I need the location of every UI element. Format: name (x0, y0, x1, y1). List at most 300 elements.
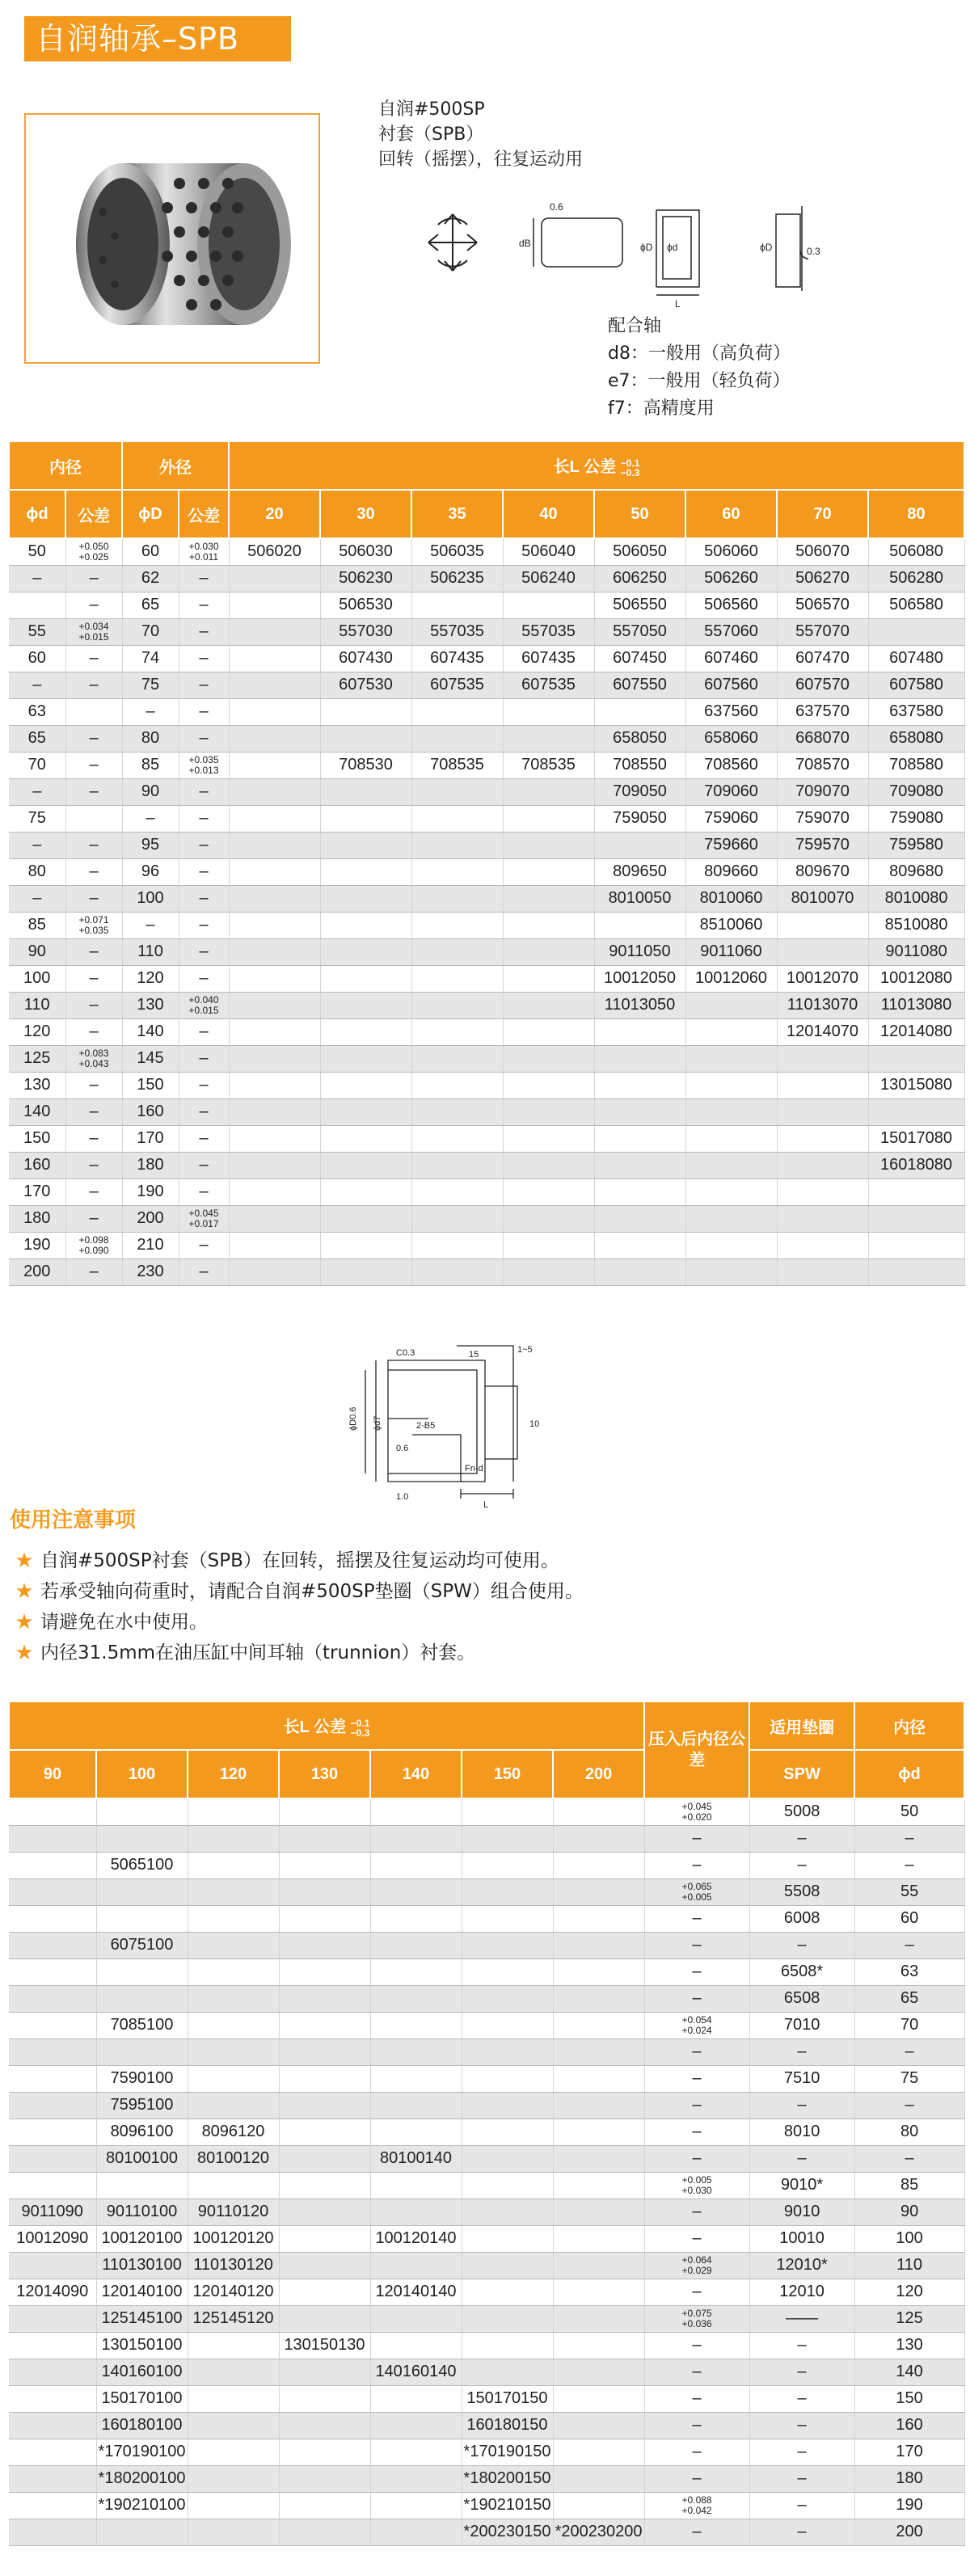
part-number-cell: 506550 (594, 592, 685, 618)
part-number-cell (503, 1258, 594, 1285)
part-number-cell (553, 2172, 644, 2199)
part-number-cell: 100120100 (96, 2225, 188, 2252)
part-number-cell: 607580 (868, 672, 964, 698)
header2-length-140: 140 (370, 1750, 462, 1798)
part-number-cell (370, 1905, 462, 1932)
press-fit-tolerance-cell: – (644, 2412, 749, 2439)
part-number-cell (188, 1852, 279, 1878)
part-number-cell (462, 2172, 553, 2199)
header-length (229, 441, 964, 490)
tolerance-value: +0.030 (188, 540, 219, 552)
dimension-cell: – (65, 592, 122, 618)
tolerance-value: +0.045 (188, 1207, 219, 1219)
part-number-cell: 637580 (868, 698, 964, 725)
part-number-cell (188, 2065, 279, 2092)
table-row (9, 1072, 964, 1098)
part-number-cell: 708550 (594, 752, 685, 778)
part-number-cell: 10012090 (9, 2225, 96, 2252)
part-number-cell (279, 1798, 370, 1825)
inner-diameter-cell: 80 (854, 2119, 964, 2145)
part-number-cell (685, 1045, 777, 1072)
part-number-cell (553, 2359, 644, 2385)
press-fit-tolerance-cell (644, 2172, 749, 2199)
part-number-cell (279, 1932, 370, 1958)
dimension-cell: – (179, 805, 229, 832)
part-number-cell: 10012080 (868, 965, 964, 992)
part-number-cell: 708570 (777, 752, 868, 778)
part-number-cell (868, 1045, 964, 1072)
part-number-cell (188, 2412, 279, 2439)
washer-cell: 7010 (749, 2012, 854, 2038)
part-number-cell (9, 1878, 96, 1905)
header-outer-diameter: 外径 (122, 441, 229, 490)
part-number-cell (370, 2439, 462, 2465)
washer-cell: – (749, 1932, 854, 1958)
part-number-cell (462, 2119, 553, 2145)
part-number-cell (279, 1958, 370, 1985)
part-number-cell: *180200100 (96, 2465, 188, 2492)
part-number-cell (503, 938, 594, 965)
part-number-cell (370, 1878, 462, 1905)
part-number-cell (462, 2225, 553, 2252)
table-row (9, 725, 964, 752)
part-number-cell: 506235 (411, 565, 503, 592)
part-number-cell (594, 1098, 685, 1125)
tolerance-value: +0.035 (78, 924, 109, 936)
part-number-cell (320, 725, 411, 752)
dimension-cell: 190 (122, 1178, 179, 1205)
dimension-cell: 65 (9, 725, 65, 752)
dimension-cell (179, 538, 229, 565)
part-number-cell (553, 2279, 644, 2305)
part-number-cell: 8096120 (188, 2119, 279, 2145)
part-number-cell: 12014080 (868, 1018, 964, 1045)
part-number-cell (594, 1232, 685, 1258)
header-inner-diameter: 内径 (9, 441, 122, 490)
dimension-cell: 75 (9, 805, 65, 832)
part-number-cell (553, 2492, 644, 2519)
part-number-cell (462, 2359, 553, 2385)
part-number-cell (370, 2092, 462, 2119)
part-number-cell (9, 1985, 96, 2012)
part-number-cell (553, 2119, 644, 2145)
table-row (9, 2385, 964, 2412)
part-number-cell: 8510080 (868, 912, 964, 938)
part-number-cell: 9011050 (594, 938, 685, 965)
dimension-cell: – (179, 885, 229, 912)
part-number-cell (370, 2252, 462, 2279)
product-info (378, 97, 583, 172)
part-number-cell (9, 2492, 96, 2519)
dimension-cell: – (179, 832, 229, 858)
part-number-cell (411, 1098, 503, 1125)
dim-label-chamfer: 0.6 (550, 201, 563, 213)
part-number-cell (553, 1878, 644, 1905)
washer-cell: – (749, 2092, 854, 2119)
table-row (9, 1958, 964, 1985)
part-number-cell (188, 2332, 279, 2359)
sec-label-10-bottom: 1.0 (396, 1492, 409, 1502)
table-row (9, 1178, 964, 1205)
table-row (9, 992, 964, 1018)
part-number-cell (777, 1045, 868, 1072)
part-number-cell (279, 2465, 370, 2492)
dimension-cell: 110 (9, 992, 65, 1018)
part-number-cell (462, 2332, 553, 2359)
part-number-cell: 759050 (594, 805, 685, 832)
dimension-cell: 130 (9, 1072, 65, 1098)
press-fit-tolerance-cell (644, 2305, 749, 2332)
dimension-cell: – (65, 858, 122, 885)
header-length-70: 70 (777, 490, 868, 538)
dimension-cell: – (9, 832, 65, 858)
header2-length-200: 200 (553, 1750, 644, 1798)
tolerance-value: +0.025 (78, 550, 109, 563)
part-number-cell (503, 698, 594, 725)
part-number-cell (370, 2385, 462, 2412)
header2-length-90: 90 (9, 1750, 96, 1798)
sec-label-length: L (483, 1500, 489, 1510)
part-number-cell (370, 1798, 462, 1825)
part-number-cell (553, 2332, 644, 2359)
part-number-cell (411, 1258, 503, 1285)
part-number-cell: 759580 (868, 832, 964, 858)
dimension-cell: 90 (9, 938, 65, 965)
header2-press-fit: 压入后内径公差 (644, 1701, 749, 1798)
part-number-cell: 506020 (229, 538, 320, 565)
press-fit-tolerance-cell: – (644, 1852, 749, 1878)
tolerance-value: +0.017 (188, 1217, 219, 1229)
dimension-cell: 100 (9, 965, 65, 992)
dimension-cell (65, 538, 122, 565)
part-number-cell (411, 912, 503, 938)
part-number-cell (9, 2119, 96, 2145)
washer-cell: – (749, 2412, 854, 2439)
part-number-cell: 10012060 (685, 965, 777, 992)
dimension-cell: 55 (9, 618, 65, 645)
part-number-cell (503, 1018, 594, 1045)
press-fit-tolerance-cell: – (644, 2065, 749, 2092)
part-number-cell (279, 2172, 370, 2199)
sec-label-06: 0.6 (396, 1444, 409, 1453)
part-number-cell (370, 2199, 462, 2225)
part-number-cell (503, 912, 594, 938)
part-number-cell (320, 912, 411, 938)
dimension-cell: – (179, 1232, 229, 1258)
table-row (9, 2465, 964, 2492)
inner-diameter-cell: 125 (854, 2305, 964, 2332)
part-number-cell: 8010060 (685, 885, 777, 912)
part-number-cell: 506230 (320, 565, 411, 592)
dimension-cell: 80 (9, 858, 65, 885)
part-number-cell (279, 1825, 370, 1852)
part-number-cell (503, 778, 594, 805)
part-number-cell (503, 1152, 594, 1178)
part-number-cell (96, 1878, 188, 1905)
washer-cell: 8010 (749, 2119, 854, 2145)
dimension-cell: – (9, 885, 65, 912)
part-number-cell (553, 1932, 644, 1958)
part-number-cell (594, 1045, 685, 1072)
part-number-cell (685, 1152, 777, 1178)
part-number-cell (462, 1905, 553, 1932)
part-number-cell (229, 992, 320, 1018)
dimension-cell: 145 (122, 1045, 179, 1072)
part-number-cell (411, 1152, 503, 1178)
tolerance-value: +0.015 (78, 630, 109, 643)
part-number-cell: 668070 (777, 725, 868, 752)
part-number-cell (188, 2012, 279, 2038)
table-row (9, 752, 964, 778)
header2-length (9, 1701, 644, 1750)
part-number-cell (462, 1798, 553, 1825)
part-number-cell: 708560 (685, 752, 777, 778)
part-number-cell: 110130120 (188, 2252, 279, 2279)
part-number-cell (279, 2305, 370, 2332)
notes-title: 使用注意事项 (10, 1508, 137, 1533)
tolerance-value: +0.071 (78, 913, 109, 925)
part-number-cell (96, 1958, 188, 1985)
table-row (9, 1905, 964, 1932)
dimension-cell: – (65, 778, 122, 805)
part-number-cell (370, 2305, 462, 2332)
sec-label-fn: Fn-d (465, 1464, 483, 1474)
press-fit-tolerance-cell: – (644, 1905, 749, 1932)
part-number-cell: 100120120 (188, 2225, 279, 2252)
part-number-cell: 759660 (685, 832, 777, 858)
part-number-cell: 8010080 (868, 885, 964, 912)
dimension-cell: – (9, 672, 65, 698)
part-number-cell (9, 2252, 96, 2279)
dimension-cell: – (65, 1205, 122, 1232)
part-number-cell: 606250 (594, 565, 685, 592)
dimension-cell: – (179, 1098, 229, 1125)
dimension-cell: 120 (9, 1018, 65, 1045)
header-length-label: 长L 公差 (553, 458, 617, 477)
press-fit-tolerance-cell: – (644, 1932, 749, 1958)
part-number-cell (9, 2439, 96, 2465)
part-number-cell (370, 2465, 462, 2492)
part-number-cell (462, 2012, 553, 2038)
dimension-cell: – (65, 992, 122, 1018)
part-number-cell (462, 1825, 553, 1852)
note-text: 若承受轴向荷重时，请配合自润#500SP垫圈（SPW）组合使用。 (40, 1581, 584, 1602)
part-number-cell (462, 2305, 553, 2332)
tolerance-value: +0.034 (78, 620, 109, 632)
dimension-cell: 125 (9, 1045, 65, 1072)
part-number-cell: 759070 (777, 805, 868, 832)
press-fit-tolerance-cell: – (644, 2332, 749, 2359)
header2-length-130: 130 (279, 1750, 370, 1798)
part-number-cell (594, 1018, 685, 1045)
table-row (9, 912, 964, 938)
dimension-cell: – (179, 1072, 229, 1098)
washer-cell: – (749, 1825, 854, 1852)
dimension-cell: 70 (122, 618, 179, 645)
star-icon: ★ (15, 1549, 34, 1573)
part-number-cell (411, 1178, 503, 1205)
part-number-cell (9, 2332, 96, 2359)
part-number-cell (553, 2412, 644, 2439)
dimension-cell (179, 752, 229, 778)
header2-inner: 内径 (854, 1701, 964, 1750)
part-number-cell (320, 1152, 411, 1178)
header-length-50: 50 (594, 490, 685, 538)
part-number-cell (553, 2439, 644, 2465)
part-number-cell (229, 1098, 320, 1125)
part-number-cell (229, 1152, 320, 1178)
dimension-cell: – (179, 645, 229, 672)
part-number-cell (229, 832, 320, 858)
dimension-cell: 200 (9, 1258, 65, 1285)
header-length-40: 40 (503, 490, 594, 538)
part-number-cell (411, 885, 503, 912)
part-number-cell (96, 1905, 188, 1932)
part-number-cell (370, 2519, 462, 2545)
part-number-cell (320, 1045, 411, 1072)
part-number-cell (685, 1178, 777, 1205)
part-number-cell (503, 858, 594, 885)
inner-diameter-cell: 140 (854, 2359, 964, 2385)
part-number-cell: 8010050 (594, 885, 685, 912)
table-row (9, 1018, 964, 1045)
dimension-cell: – (179, 912, 229, 938)
header-phi-D: ϕD (122, 490, 179, 538)
part-number-cell (229, 1045, 320, 1072)
part-number-cell: 80100100 (96, 2145, 188, 2172)
part-number-cell: 607530 (320, 672, 411, 698)
part-number-cell: 709050 (594, 778, 685, 805)
header2-spw: SPW (749, 1750, 854, 1798)
washer-cell: 7510 (749, 2065, 854, 2092)
part-number-cell (594, 832, 685, 858)
part-number-cell (320, 1125, 411, 1152)
part-number-cell (279, 1985, 370, 2012)
part-number-cell (9, 2065, 96, 2092)
part-number-cell (229, 1205, 320, 1232)
inner-diameter-cell: 100 (854, 2225, 964, 2252)
table-row (9, 2279, 964, 2305)
dim-label-inner-d: ϕd (667, 242, 678, 253)
dimension-cell: – (122, 698, 179, 725)
table-row (9, 1125, 964, 1152)
press-fit-tolerance-cell: – (644, 2279, 749, 2305)
part-number-cell: 90110120 (188, 2199, 279, 2225)
dimension-cell: – (179, 1018, 229, 1045)
press-fit-tolerance-cell: – (644, 2038, 749, 2065)
dim-label-db: dB (519, 238, 531, 249)
part-number-cell (503, 832, 594, 858)
part-number-cell (188, 1985, 279, 2012)
part-number-cell: 120140100 (96, 2279, 188, 2305)
part-number-cell (279, 2199, 370, 2225)
part-number-cell: 506580 (868, 592, 964, 618)
inner-diameter-cell: 200 (854, 2519, 964, 2545)
spec-table-2 (8, 1701, 965, 2546)
dimension-cell: – (65, 1178, 122, 1205)
part-number-cell: 658050 (594, 725, 685, 752)
table-row (9, 2359, 964, 2385)
part-number-cell (279, 1852, 370, 1878)
part-number-cell: 506240 (503, 565, 594, 592)
dimension-cell: – (65, 1125, 122, 1152)
part-number-cell: 709070 (777, 778, 868, 805)
info-line-type: 衬套（SPB） (378, 124, 484, 145)
press-fit-tolerance-cell: – (644, 2119, 749, 2145)
part-number-cell (9, 2385, 96, 2412)
part-number-cell (685, 1205, 777, 1232)
dim-label-outer-d-2: ϕD (760, 242, 773, 253)
info-line-grade: 自润#500SP (378, 99, 485, 120)
part-number-cell (229, 645, 320, 672)
part-number-cell: 607470 (777, 645, 868, 672)
part-number-cell: 10012050 (594, 965, 685, 992)
part-number-cell: 150170100 (96, 2385, 188, 2412)
table-row (9, 1152, 964, 1178)
part-number-cell (594, 1205, 685, 1232)
part-number-cell (411, 1018, 503, 1045)
dimension-cell (9, 592, 65, 618)
part-number-cell (503, 1098, 594, 1125)
part-number-cell (868, 1098, 964, 1125)
washer-cell: 9010 (749, 2199, 854, 2225)
part-number-cell (777, 938, 868, 965)
part-number-cell (868, 1258, 964, 1285)
part-number-cell (411, 725, 503, 752)
dimension-cell: 70 (9, 752, 65, 778)
dimension-cell: – (65, 1152, 122, 1178)
part-number-cell (553, 2092, 644, 2119)
sec-label-15: 15 (469, 1350, 479, 1360)
part-number-cell: 506080 (868, 538, 964, 565)
press-fit-tolerance-cell: – (644, 2145, 749, 2172)
part-number-cell (320, 698, 411, 725)
part-number-cell: 6075100 (96, 1932, 188, 1958)
dimension-cell: – (65, 752, 122, 778)
part-number-cell (553, 2012, 644, 2038)
dimension-cell (179, 992, 229, 1018)
mating-line-d8: d8：一般用（高负荷） (608, 344, 791, 364)
part-number-cell (777, 1152, 868, 1178)
header-length-30: 30 (320, 490, 411, 538)
part-number-cell (462, 1878, 553, 1905)
table-row (9, 2012, 964, 2038)
part-number-cell (777, 1178, 868, 1205)
part-number-cell (594, 1258, 685, 1285)
dimension-cell: 130 (122, 992, 179, 1018)
tolerance-value: +0.029 (681, 2264, 712, 2276)
washer-cell: – (749, 2385, 854, 2412)
dimension-cell: – (179, 672, 229, 698)
dimension-cell: – (179, 1125, 229, 1152)
press-fit-tolerance-cell: – (644, 2439, 749, 2465)
dimension-cell: – (65, 832, 122, 858)
part-number-cell (594, 1072, 685, 1098)
part-number-cell: *180200150 (462, 2465, 553, 2492)
part-number-cell: 607560 (685, 672, 777, 698)
table-row (9, 805, 964, 832)
dimension-cell: 50 (9, 538, 65, 565)
part-number-cell: 557035 (503, 618, 594, 645)
table-row (9, 2305, 964, 2332)
part-number-cell: 557035 (411, 618, 503, 645)
part-number-cell (594, 1125, 685, 1152)
sec-label-chamfer: C0.3 (396, 1348, 415, 1358)
part-number-cell: *170190150 (462, 2439, 553, 2465)
note-text: 请避免在水中使用。 (40, 1612, 208, 1633)
part-number-cell (96, 2172, 188, 2199)
part-number-cell (279, 2279, 370, 2305)
